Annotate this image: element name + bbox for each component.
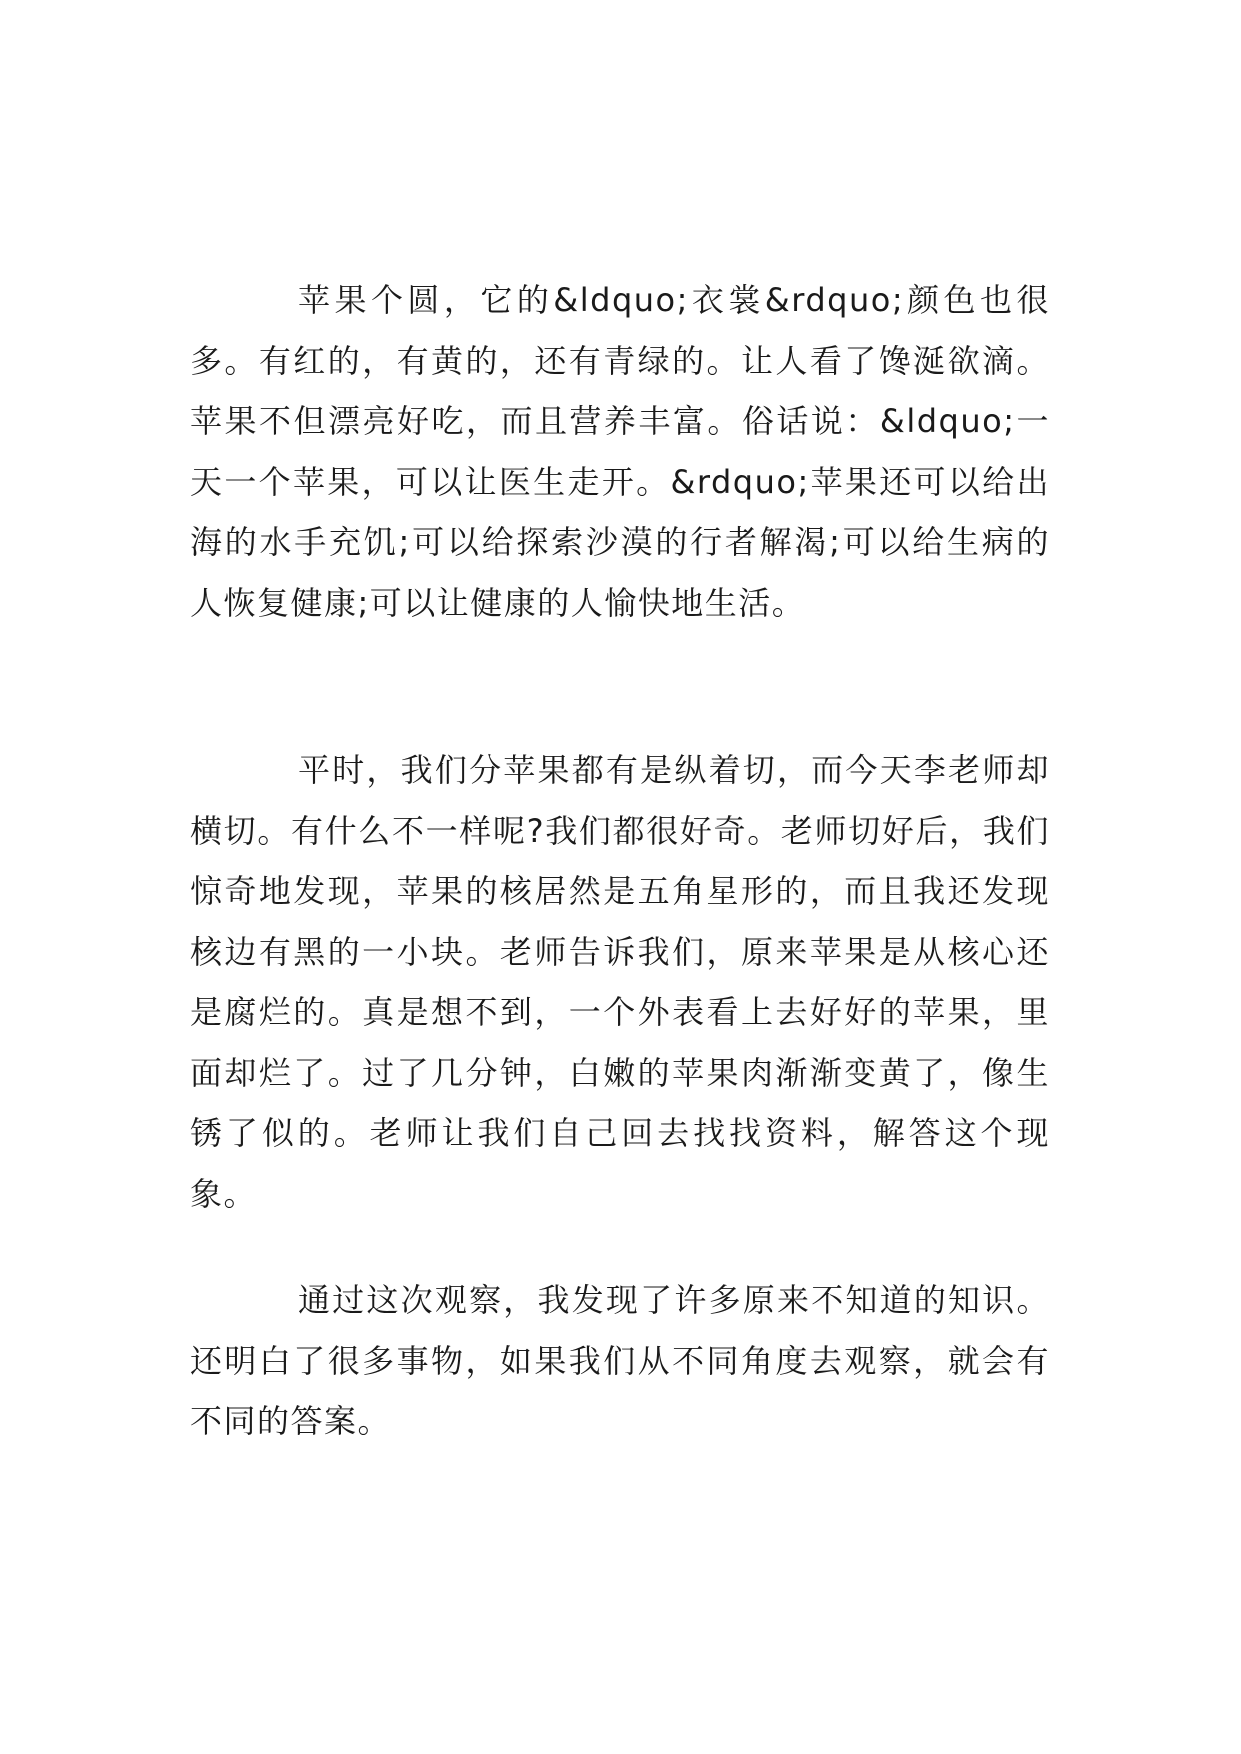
paragraph-apple-cutting: 平时，我们分苹果都有是纵着切，而今天李老师却横切。有什么不一样呢?我们都很好奇。老师切好后，我们惊奇地发现，苹果的核居然是五角星形的，而且我还发现核边有黑的一小块。老师告诉我们，原来苹果是从核心还是腐烂的。真是想不到，一个外表看上去好好的苹果，里面却烂了。过了几分钟，白嫩的苹果肉渐渐变黄了，像生锈了似的。老师让我们自己回去找找资料，解答这个现象。 xyxy=(190,751,1050,1213)
paragraph-conclusion: 通过这次观察，我发现了许多原来不知道的知识。还明白了很多事物，如果我们从不同角度去观察，就会有不同的答案。 xyxy=(190,1281,1050,1440)
paragraph-apple-appearance: 苹果个圆，它的&ldquo;衣裳&rdquo;颜色也很多。有红的，有黄的，还有青绿的。让人看了馋涎欲滴。苹果不但漂亮好吃，而且营养丰富。俗话说：&ldquo;一天一个苹果，可以让医生走开。&rdquo;苹果还可以给出海的水手充饥;可以给探索沙漠的行者解渴;可以给生病的人恢复健康;可以让健康的人愉快地生活。 xyxy=(190,281,1050,622)
